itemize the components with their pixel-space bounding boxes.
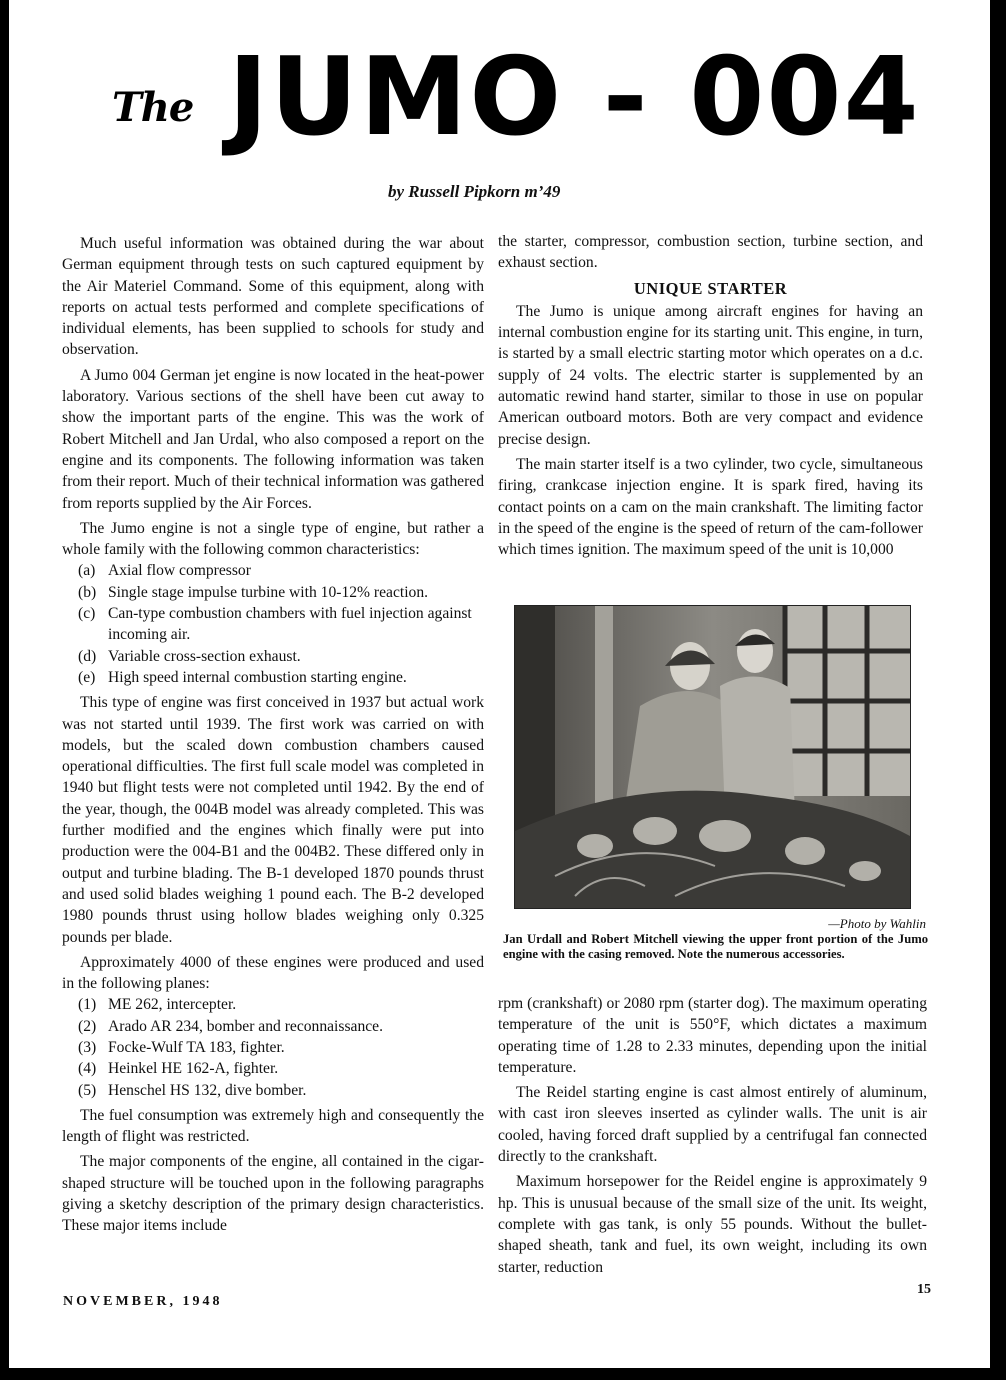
characteristics-list: [62, 560, 484, 688]
paragraph: The fuel consumption was extremely high and consequently the length of flight was restricted.: [62, 1106, 484, 1146]
photo-credit: —Photo by Wahlin: [828, 916, 926, 931]
paragraph: Approximately 4000 of these engines were produced and used in the following planes:: [62, 953, 484, 993]
planes-list: [62, 994, 484, 1100]
paragraph: The main starter itself is a two cylinder, two cycle, simultaneous firing, crankcase injection engine. It is spark fired, having its contact points on a cam on the main crankshaft. The limiting factor in the speed of the engine is the speed of return of the cam-follower which times ignition. The maximum speed of the unit is 10,000: [498, 455, 923, 559]
paragraph: Maximum horsepower for the Reidel engine is approximately 9 hp. This is unusual because of the small size of the unit. Its weight, complete with gas tank, is only 55 pounds. Without the bullet-shaped sheath, tank and fuel, its own weight, including its own starter, reduction: [498, 1173, 927, 1276]
left-column: [62, 233, 484, 1237]
list-item: (e) High speed internal combustion starting engine.: [78, 668, 407, 686]
title-prefix: The: [112, 84, 194, 131]
paragraph: The Jumo is unique among aircraft engines for having an internal combustion engine for its starting unit. This engine, in turn, is started by a small electric starting motor which operates on a d.c. supply of 24 volts. The electric starter is supplemented by an automatic rewind hand starter, similar to those in use on popular American outboard motors. Both are very compact and evidence precise design.: [498, 302, 923, 448]
paragraph: This type of engine was first conceived in 1937 but actual work was not started until 1939. The first work was carried on with models, but the scaled down combustion chambers caused operational difficulties. The first full scale model was completed in 1940 but flight tests were not completed until 1942. By the end of the year, though, the 004B model was already completed. This was further modified and the engines which finally were put into production were the 004-B1 and the 004B2. These differed only in output and turbine blading. The B-1 developed 1870 pounds thrust and used solid blades weighing 1 pound each. The B-2 developed 1980 pounds thrust using hollow blades weighing only 0.325 pounds per blade.: [62, 694, 484, 946]
list-item: (5) Henschel HS 132, dive bomber.: [78, 1081, 307, 1099]
list-item: (a) Axial flow compressor: [78, 562, 251, 580]
list-item: (3) Focke-Wulf TA 183, fighter.: [78, 1038, 285, 1056]
paragraph: The major components of the engine, all contained in the cigar-shaped structure will be touched upon in the following paragraphs giving a sketchy description of the primary design characteristics. These major items include: [62, 1153, 484, 1235]
right-column-top: [498, 231, 923, 560]
byline: by Russell Pipkorn m’49: [388, 182, 561, 201]
paragraph: the starter, compressor, combustion section, turbine section, and exhaust section.: [498, 233, 923, 272]
right-column-bottom: [498, 993, 927, 1278]
photo-illustration: [515, 606, 910, 908]
paragraph: Much useful information was obtained during the war about German equipment through tests on such captured equipment by the Air Materiel Command. Some of this equipment, along with reports on actual tests performed and complete specifications of individual elements, has been supplied to schools for study and observation.: [62, 235, 484, 359]
paragraph: rpm (crankshaft) or 2080 rpm (starter dog). The maximum operating temperature of the unit is 550°F, which dictates a maximum operating time of 1.28 to 2.33 minutes, depending upon the initial temperature.: [498, 995, 927, 1076]
issue-date: NOVEMBER, 1948: [63, 1294, 223, 1309]
list-item: (2) Arado AR 234, bomber and reconnaissance.: [78, 1017, 383, 1035]
scan-edge-left: [0, 0, 9, 1380]
page-title: JUMO - 004: [228, 35, 921, 160]
scan-edge-right: [990, 0, 1006, 1380]
engine-photo: [514, 605, 911, 909]
list-item: (d) Variable cross-section exhaust.: [78, 647, 301, 665]
section-heading: UNIQUE STARTER: [633, 278, 788, 298]
paragraph: A Jumo 004 German jet engine is now located in the heat-power laboratory. Various sections of the shell have been cut away to show the important parts of the engine. This was the work of Robert Mitchell and Jan Urdal, who also composed a report on the engine and its components. The following information was taken from their report. Much of their technical information was gathered from reports supplied by the Air Forces.: [62, 366, 484, 512]
paragraph: The Reidel starting engine is cast almost entirely of aluminum, with cast iron sleeves inserted as cylinder walls. The unit is air cooled, having forced draft supplied by a centrifugal fan connected directly to the crankshaft.: [498, 1084, 927, 1166]
page-number: 15: [917, 1282, 931, 1297]
list-item: (b) Single stage impulse turbine with 10-12% reaction.: [78, 583, 429, 601]
list-item: (4) Heinkel HE 162-A, fighter.: [78, 1060, 279, 1078]
scan-edge-bottom: [0, 1368, 1006, 1380]
paragraph: The Jumo engine is not a single type of engine, but rather a whole family with the following common characteristics:: [62, 519, 484, 559]
list-item: (c) Can-type combustion chambers with fuel injection against incoming air.: [78, 605, 472, 644]
list-item: (1) ME 262, intercepter.: [78, 996, 237, 1014]
photo-caption: Jan Urdall and Robert Mitchell viewing the upper front portion of the Jumo engine with the casing removed. Note the numerous accessories.: [503, 932, 928, 961]
